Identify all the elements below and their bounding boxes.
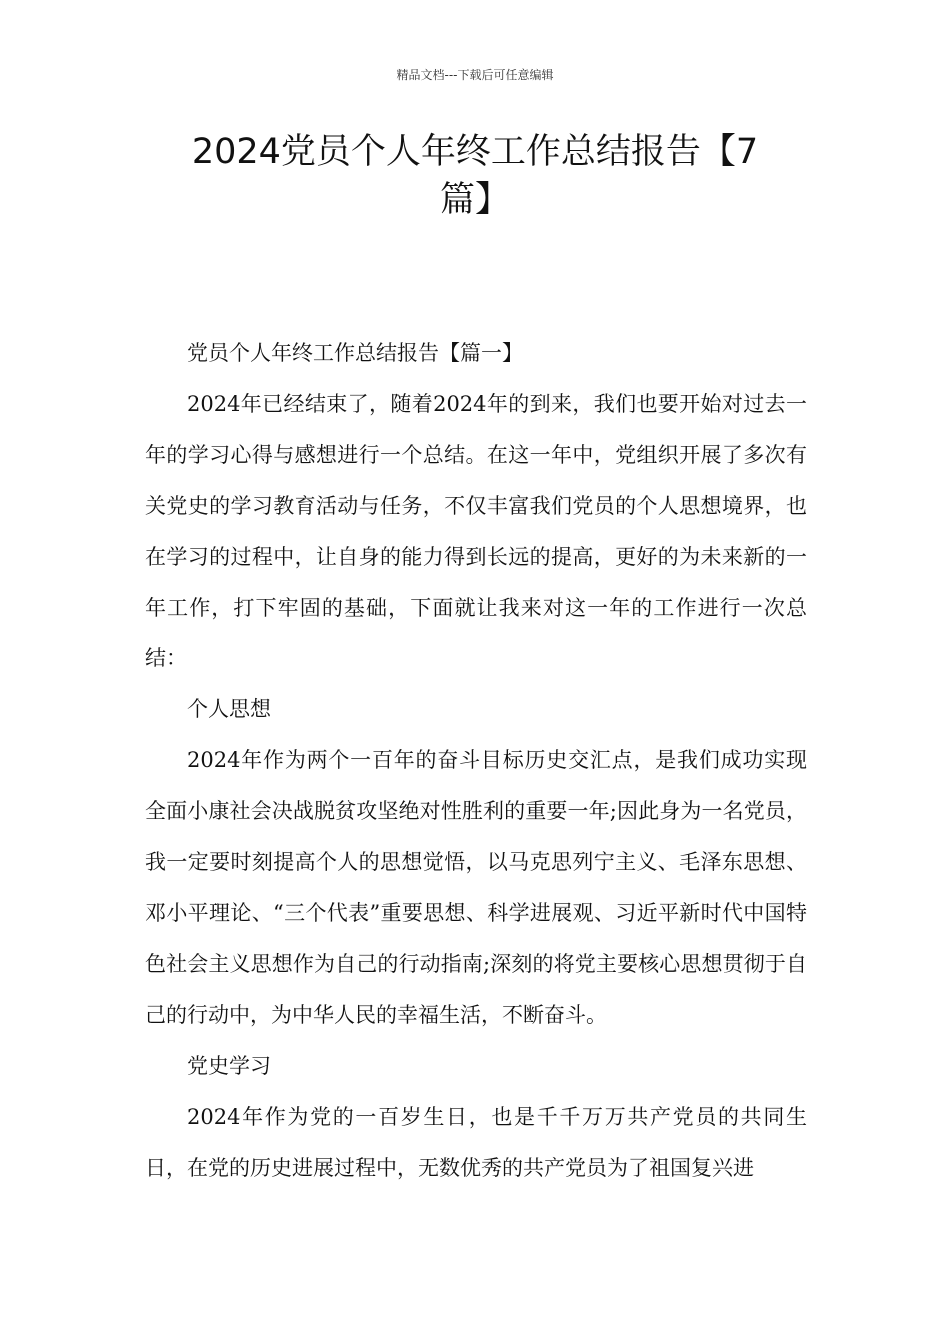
body-paragraph-party-history: 2024年作为党的一百岁生日，也是千千万万共产党员的共同生日，在党的历史进展过程中，无数优秀的共产党员为了祖国复兴进 <box>145 1104 807 1180</box>
document-title-line-2: 篇】 <box>439 180 510 220</box>
section-heading-personal-thought: 个人思想 <box>187 697 271 722</box>
body-paragraph-personal-thought: 2024年作为两个一百年的奋斗目标历史交汇点，是我们成功实现全面小康社会决战脱贫攻坚绝对性胜利的重要一年;因此身为一名党员，我一定要时刻提高个人的思想觉悟，以马克思列宁主义、毛泽东思想、邓小平理论、“三个代表”重要思想、科学进展观、习近平新时代中国特色社会主义思想作为自己的行动指南;深刻的将党主要核心思想贯彻于自己的行动中，为中华人民的幸福生活，不断奋斗。 <box>145 748 807 1027</box>
section-heading-party-history: 党史学习 <box>187 1053 271 1078</box>
document-body <box>145 328 807 1193</box>
page-header-text: 精品文档---下载后可任意编辑 <box>396 68 554 82</box>
section-heading-part-one: 党员个人年终工作总结报告【篇一】 <box>187 341 523 365</box>
page-header <box>0 67 950 83</box>
document-title <box>145 128 805 224</box>
document-title-line-1: 2024党员个人年终工作总结报告【7 <box>191 132 759 172</box>
body-paragraph-intro: 2024年已经结束了，随着2024年的到来，我们也要开始对过去一年的学习心得与感想进行一个总结。在这一年中，党组织开展了多次有关党史的学习教育活动与任务，不仅丰富我们党员的个人思想境界，也在学习的过程中，让自身的能力得到长远的提高，更好的为未来新的一年工作，打下牢固的基础，下面就让我来对这一年的工作进行一次总结： <box>145 391 807 671</box>
